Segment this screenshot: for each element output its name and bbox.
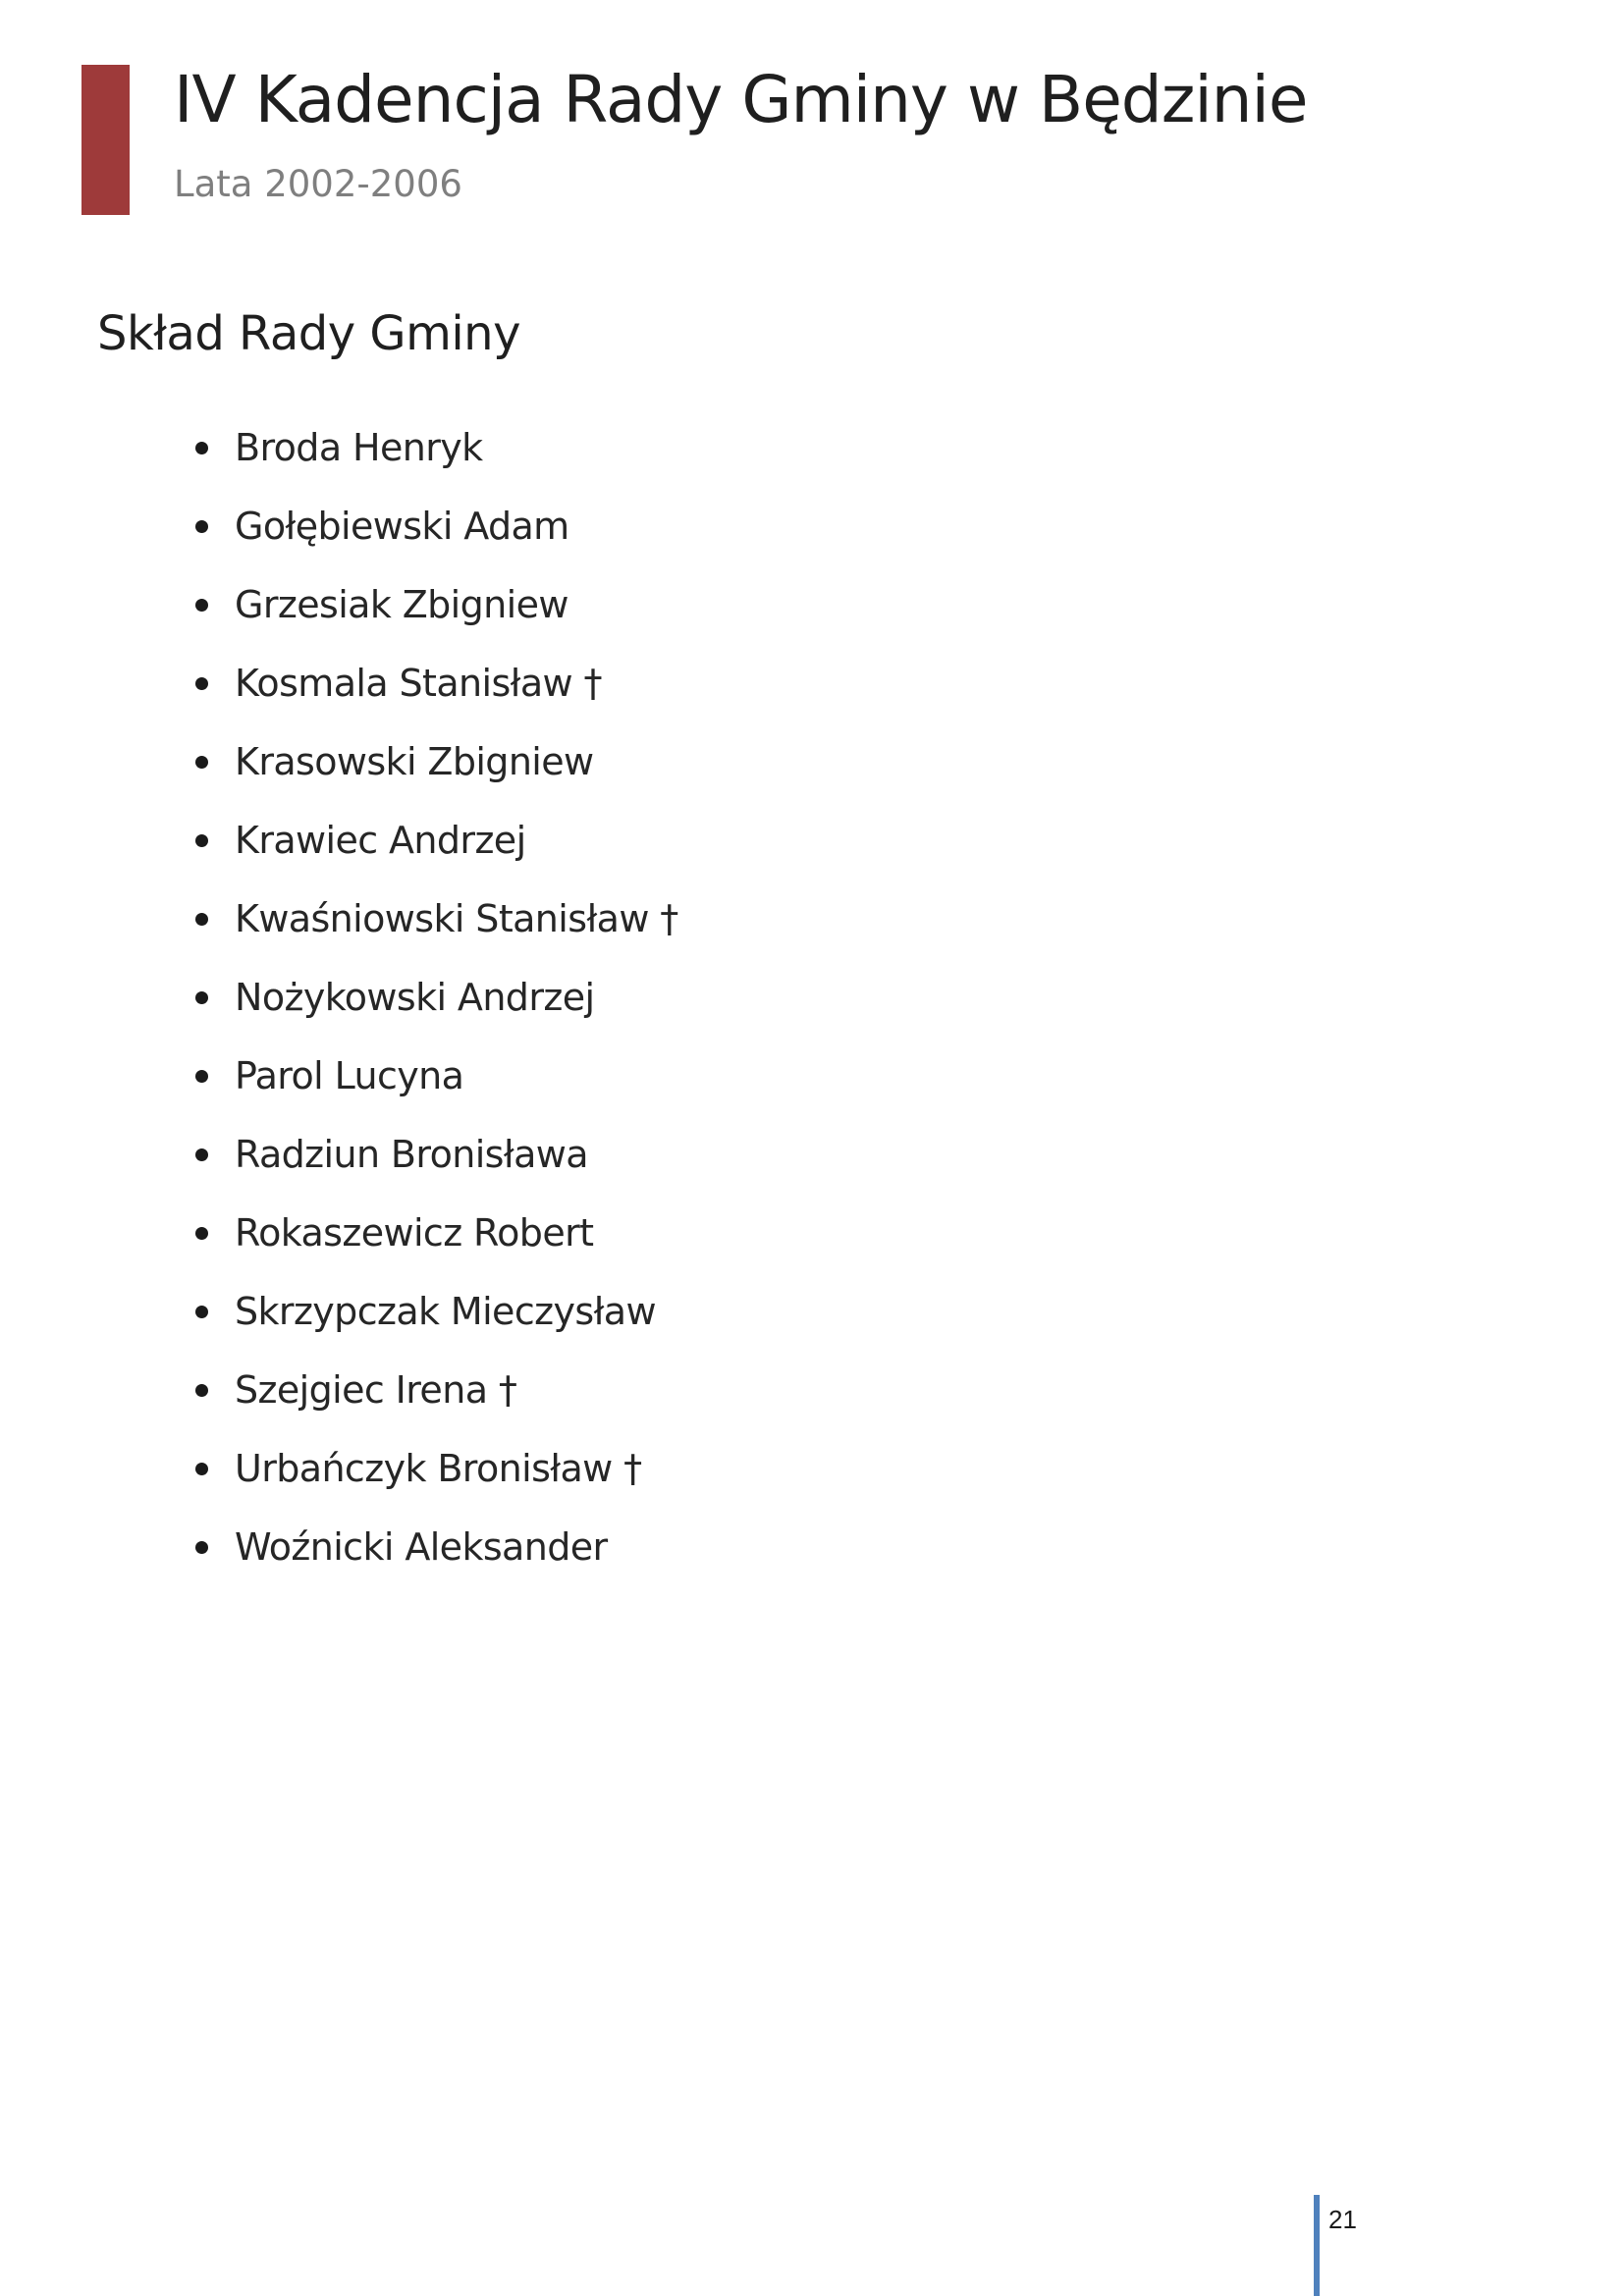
section-heading: Skład Rady Gminy bbox=[97, 306, 521, 361]
member-name: Broda Henryk bbox=[235, 426, 483, 469]
page-number: 21 bbox=[1328, 2205, 1357, 2234]
page-subtitle: Lata 2002-2006 bbox=[174, 163, 462, 205]
bullet-icon bbox=[195, 1070, 208, 1083]
member-name: Skrzypczak Mieczysław bbox=[235, 1290, 656, 1333]
list-item bbox=[195, 1429, 678, 1508]
bullet-icon bbox=[195, 834, 208, 847]
member-name: Krawiec Andrzej bbox=[235, 819, 526, 862]
member-name: Nożykowski Andrzej bbox=[235, 976, 595, 1019]
member-name: Grzesiak Zbigniew bbox=[235, 583, 568, 626]
list-item bbox=[195, 1351, 678, 1429]
list-item bbox=[195, 1037, 678, 1115]
bullet-icon bbox=[195, 1148, 208, 1161]
bullet-icon bbox=[195, 913, 208, 926]
bullet-icon bbox=[195, 677, 208, 690]
bullet-icon bbox=[195, 1384, 208, 1397]
list-item bbox=[195, 1115, 678, 1194]
bullet-icon bbox=[195, 520, 208, 533]
list-item bbox=[195, 1508, 678, 1586]
bullet-icon bbox=[195, 1306, 208, 1318]
member-name: Urbańczyk Bronisław † bbox=[235, 1447, 642, 1490]
member-name: Parol Lucyna bbox=[235, 1054, 464, 1097]
member-name: Kosmala Stanisław † bbox=[235, 662, 602, 705]
list-item bbox=[195, 880, 678, 958]
list-item bbox=[195, 408, 678, 487]
bullet-icon bbox=[195, 1463, 208, 1475]
bullet-icon bbox=[195, 599, 208, 612]
bullet-icon bbox=[195, 1541, 208, 1554]
list-item bbox=[195, 487, 678, 565]
list-item bbox=[195, 1272, 678, 1351]
page-title: IV Kadencja Rady Gminy w Będzinie bbox=[174, 62, 1308, 137]
member-name: Woźnicki Aleksander bbox=[235, 1525, 608, 1569]
member-name: Kwaśniowski Stanisław † bbox=[235, 897, 678, 940]
member-name: Rokaszewicz Robert bbox=[235, 1211, 594, 1255]
list-item bbox=[195, 722, 678, 801]
list-item bbox=[195, 1194, 678, 1272]
member-name: Szejgiec Irena † bbox=[235, 1368, 517, 1412]
member-name: Gołębiewski Adam bbox=[235, 505, 569, 548]
list-item bbox=[195, 958, 678, 1037]
council-member-list bbox=[195, 408, 678, 1586]
footer-rule bbox=[1314, 2195, 1320, 2296]
list-item bbox=[195, 644, 678, 722]
member-name: Radziun Bronisława bbox=[235, 1133, 588, 1176]
bullet-icon bbox=[195, 756, 208, 769]
member-name: Krasowski Zbigniew bbox=[235, 740, 594, 783]
list-item bbox=[195, 801, 678, 880]
bullet-icon bbox=[195, 991, 208, 1004]
title-accent-bar bbox=[81, 65, 130, 215]
bullet-icon bbox=[195, 442, 208, 454]
bullet-icon bbox=[195, 1227, 208, 1240]
list-item bbox=[195, 565, 678, 644]
